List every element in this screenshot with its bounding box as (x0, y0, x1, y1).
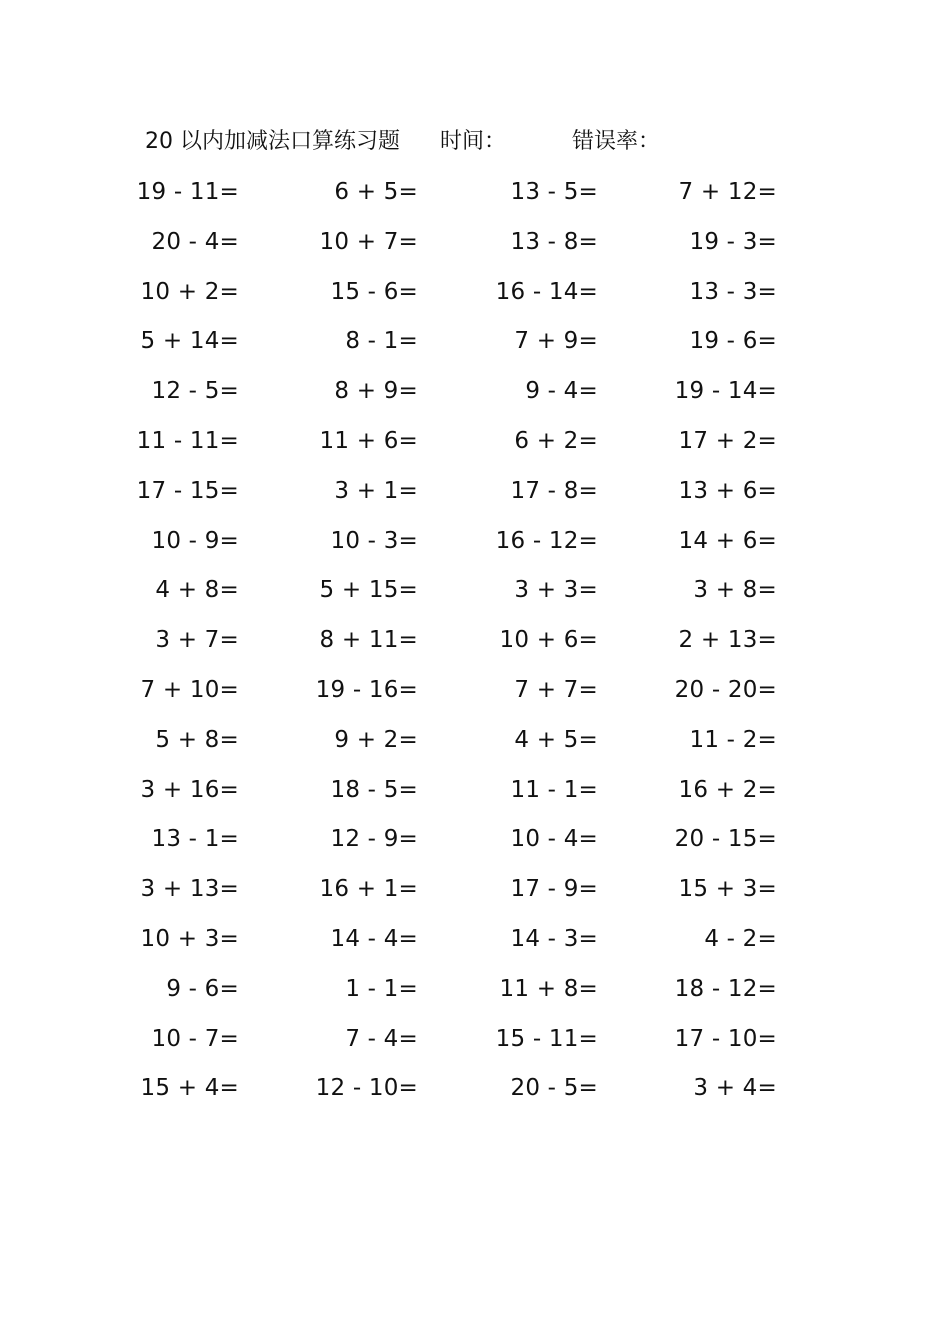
problem-row (0, 1019, 950, 1069)
arithmetic-problem: 17 - 9= (510, 876, 598, 903)
arithmetic-problem: 7 - 4= (345, 1025, 418, 1052)
arithmetic-problem: 13 - 8= (510, 228, 598, 255)
arithmetic-problem: 17 + 2= (678, 427, 777, 454)
problem-row (0, 570, 950, 620)
arithmetic-problem: 10 - 7= (151, 1025, 239, 1052)
problem-row (0, 770, 950, 820)
problem-row (0, 720, 950, 770)
arithmetic-problem: 11 - 1= (510, 776, 598, 803)
arithmetic-problem: 12 - 5= (151, 378, 239, 405)
arithmetic-problem: 4 + 5= (514, 726, 598, 753)
arithmetic-problem: 11 - 11= (136, 427, 239, 454)
arithmetic-problem: 5 + 15= (319, 577, 418, 604)
arithmetic-problem: 7 + 10= (140, 676, 239, 703)
problem-grid (0, 172, 950, 1118)
arithmetic-problem: 12 - 10= (315, 1075, 418, 1102)
arithmetic-problem: 8 + 9= (334, 378, 418, 405)
arithmetic-problem: 6 + 5= (334, 179, 418, 205)
time-label: 时间： (440, 129, 507, 154)
arithmetic-problem: 7 + 7= (514, 676, 598, 703)
arithmetic-problem: 10 - 3= (330, 527, 418, 554)
arithmetic-problem: 19 - 14= (674, 378, 777, 405)
arithmetic-problem: 3 + 4= (693, 1075, 777, 1102)
arithmetic-problem: 13 + 6= (678, 477, 777, 504)
problem-row (0, 670, 950, 720)
arithmetic-problem: 3 + 8= (693, 577, 777, 604)
arithmetic-problem: 3 + 1= (334, 477, 418, 504)
problem-row (0, 421, 950, 471)
arithmetic-problem: 3 + 16= (140, 776, 239, 803)
arithmetic-problem: 14 - 3= (510, 925, 598, 952)
arithmetic-problem: 8 + 11= (319, 627, 418, 654)
arithmetic-problem: 2 + 13= (678, 627, 777, 654)
problem-row (0, 272, 950, 322)
arithmetic-problem: 7 + 9= (514, 328, 598, 355)
arithmetic-problem: 19 - 16= (315, 676, 418, 703)
problem-row (0, 1068, 950, 1118)
arithmetic-problem: 5 + 14= (140, 328, 239, 355)
problem-row (0, 321, 950, 371)
problem-row (0, 869, 950, 919)
arithmetic-problem: 13 - 1= (151, 826, 239, 853)
problem-row (0, 819, 950, 869)
arithmetic-problem: 4 - 2= (704, 925, 777, 952)
problem-row (0, 969, 950, 1019)
arithmetic-problem: 20 - 4= (151, 228, 239, 255)
arithmetic-problem: 20 - 5= (510, 1075, 598, 1102)
arithmetic-problem: 10 - 4= (510, 826, 598, 853)
arithmetic-problem: 15 - 11= (495, 1025, 598, 1052)
arithmetic-problem: 3 + 3= (514, 577, 598, 604)
arithmetic-problem: 16 - 14= (495, 278, 598, 305)
problem-row (0, 521, 950, 571)
arithmetic-problem: 13 - 3= (689, 278, 777, 305)
problem-row (0, 620, 950, 670)
problem-row (0, 919, 950, 969)
arithmetic-problem: 7 + 12= (678, 179, 777, 205)
arithmetic-problem: 9 - 6= (166, 975, 239, 1002)
arithmetic-problem: 10 + 7= (319, 228, 418, 255)
arithmetic-problem: 3 + 7= (155, 627, 239, 654)
problem-row (0, 371, 950, 421)
problem-row (0, 172, 950, 222)
arithmetic-problem: 12 - 9= (330, 826, 418, 853)
arithmetic-problem: 10 + 2= (140, 278, 239, 305)
arithmetic-problem: 10 + 3= (140, 925, 239, 952)
arithmetic-problem: 19 - 3= (689, 228, 777, 255)
arithmetic-problem: 10 + 6= (499, 627, 598, 654)
arithmetic-problem: 9 + 2= (334, 726, 418, 753)
arithmetic-problem: 15 + 3= (678, 876, 777, 903)
problem-row (0, 222, 950, 272)
arithmetic-problem: 1 - 1= (345, 975, 418, 1002)
arithmetic-problem: 15 + 4= (140, 1075, 239, 1102)
arithmetic-problem: 16 - 12= (495, 527, 598, 554)
arithmetic-problem: 15 - 6= (330, 278, 418, 305)
arithmetic-problem: 4 + 8= (155, 577, 239, 604)
arithmetic-problem: 6 + 2= (514, 427, 598, 454)
arithmetic-problem: 18 - 5= (330, 776, 418, 803)
arithmetic-problem: 14 - 4= (330, 925, 418, 952)
arithmetic-problem: 11 + 8= (499, 975, 598, 1002)
arithmetic-problem: 20 - 15= (674, 826, 777, 853)
arithmetic-problem: 17 - 8= (510, 477, 598, 504)
arithmetic-problem: 17 - 15= (136, 477, 239, 504)
arithmetic-problem: 19 - 11= (136, 179, 239, 205)
arithmetic-problem: 11 + 6= (319, 427, 418, 454)
arithmetic-problem: 5 + 8= (155, 726, 239, 753)
problem-row (0, 471, 950, 521)
arithmetic-problem: 17 - 10= (674, 1025, 777, 1052)
arithmetic-problem: 9 - 4= (525, 378, 598, 405)
arithmetic-problem: 8 - 1= (345, 328, 418, 355)
error-rate-label: 错误率： (572, 129, 661, 154)
arithmetic-problem: 13 - 5= (510, 179, 598, 205)
arithmetic-problem: 16 + 2= (678, 776, 777, 803)
arithmetic-problem: 14 + 6= (678, 527, 777, 554)
arithmetic-problem: 16 + 1= (319, 876, 418, 903)
arithmetic-problem: 20 - 20= (674, 676, 777, 703)
arithmetic-problem: 11 - 2= (689, 726, 777, 753)
page-title: 20 以内加减法口算练习题 (145, 129, 400, 154)
arithmetic-problem: 19 - 6= (689, 328, 777, 355)
arithmetic-problem: 10 - 9= (151, 527, 239, 554)
arithmetic-problem: 3 + 13= (140, 876, 239, 903)
arithmetic-problem: 18 - 12= (674, 975, 777, 1002)
